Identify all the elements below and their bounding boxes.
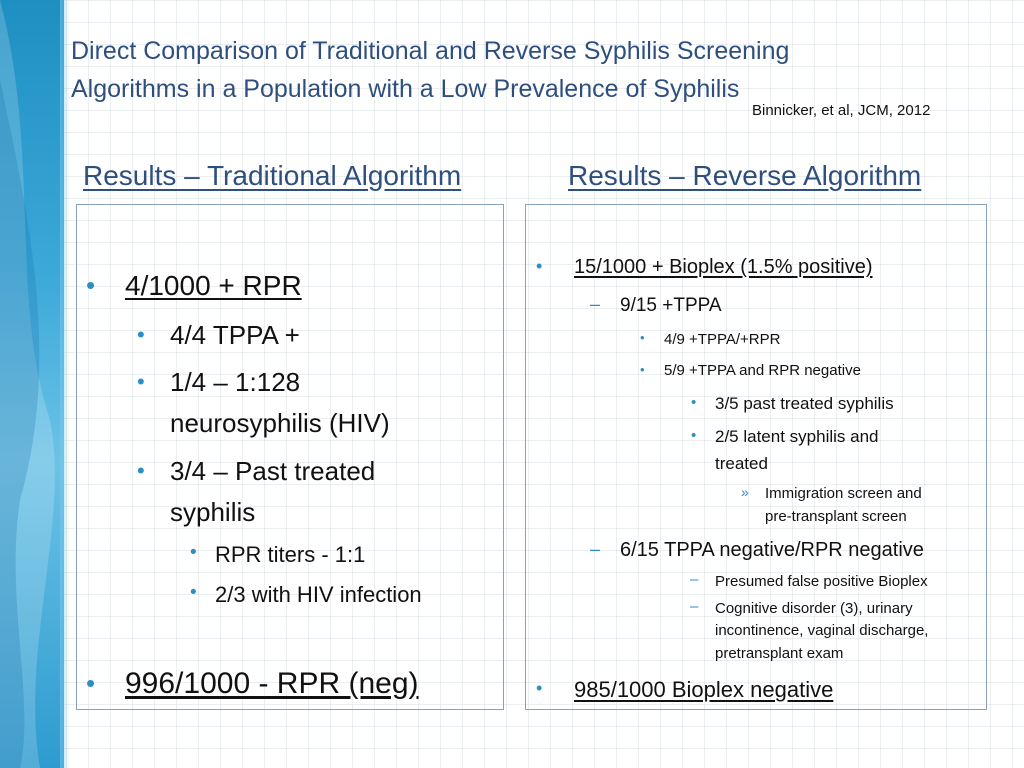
- bullet-icon: •: [137, 369, 145, 394]
- bullet-icon: •: [691, 394, 697, 411]
- bullet-icon: •: [86, 668, 96, 698]
- left-item-tppa: 4/4 TPPA +: [170, 320, 300, 350]
- right-item-past-treated: 3/5 past treated syphilis: [715, 394, 894, 413]
- bullet-icon: •: [536, 678, 543, 698]
- right-item-cognitive-line2: incontinence, vaginal discharge,: [715, 622, 929, 639]
- right-item-false-positive: Presumed false positive Bioplex: [715, 573, 928, 590]
- raquo-icon: »: [741, 484, 749, 500]
- right-item-tppa-rpr: 4/9 +TPPA/+RPR: [664, 331, 781, 348]
- side-wave-decoration: [0, 0, 64, 768]
- dash-icon: –: [690, 598, 699, 615]
- bullet-icon: •: [190, 542, 197, 563]
- left-item-main-positive: 4/1000 + RPR: [125, 270, 302, 301]
- dash-icon: –: [590, 294, 601, 314]
- right-item-bioplex-negative: 985/1000 Bioplex negative: [574, 677, 834, 702]
- right-item-immigration-line2: pre-transplant screen: [765, 508, 907, 525]
- left-item-neuro-line2: neurosyphilis (HIV): [170, 408, 390, 438]
- left-column-heading: Results – Traditional Algorithm: [83, 160, 462, 191]
- left-item-past-line1: 3/4 – Past treated: [170, 456, 376, 486]
- left-item-titers: RPR titers - 1:1: [215, 542, 366, 567]
- bullet-icon: •: [137, 322, 145, 347]
- bullet-icon: •: [691, 427, 697, 444]
- right-column-heading: Results – Reverse Algorithm: [568, 160, 922, 191]
- right-item-tppa-negative: 6/15 TPPA negative/RPR negative: [620, 539, 924, 561]
- dash-icon: –: [590, 539, 601, 559]
- left-item-neuro-line1: 1/4 – 1:128: [170, 367, 301, 397]
- right-item-tppa-positive: 9/15 +TPPA: [620, 295, 722, 316]
- dash-icon: –: [690, 571, 699, 588]
- bullet-icon: •: [190, 582, 197, 603]
- right-item-immigration-line1: Immigration screen and: [765, 485, 922, 502]
- right-item-cognitive-line3: pretransplant exam: [715, 645, 844, 662]
- bullet-icon: •: [536, 256, 543, 276]
- right-item-latent-line1: 2/5 latent syphilis and: [715, 427, 879, 446]
- right-item-latent-line2: treated: [715, 454, 768, 473]
- right-item-bioplex-positive: 15/1000 + Bioplex (1.5% positive): [574, 256, 873, 278]
- left-item-hiv: 2/3 with HIV infection: [215, 582, 422, 607]
- title-line-2: Algorithms in a Population with a Low Prevalence of Syphilis: [71, 75, 740, 103]
- bullet-icon: •: [640, 362, 645, 377]
- left-item-negative: 996/1000 - RPR (neg): [125, 667, 419, 700]
- title-line-1: Direct Comparison of Traditional and Reverse Syphilis Screening: [71, 37, 790, 65]
- bullet-icon: •: [86, 270, 96, 300]
- left-item-past-line2: syphilis: [170, 497, 256, 527]
- right-item-tppa-rpr-neg: 5/9 +TPPA and RPR negative: [664, 362, 861, 379]
- slide-title: [71, 32, 971, 108]
- right-item-cognitive-line1: Cognitive disorder (3), urinary: [715, 600, 913, 617]
- citation: Binnicker, et al, JCM, 2012: [752, 102, 931, 119]
- bullet-icon: •: [137, 458, 145, 483]
- bullet-icon: •: [640, 330, 645, 345]
